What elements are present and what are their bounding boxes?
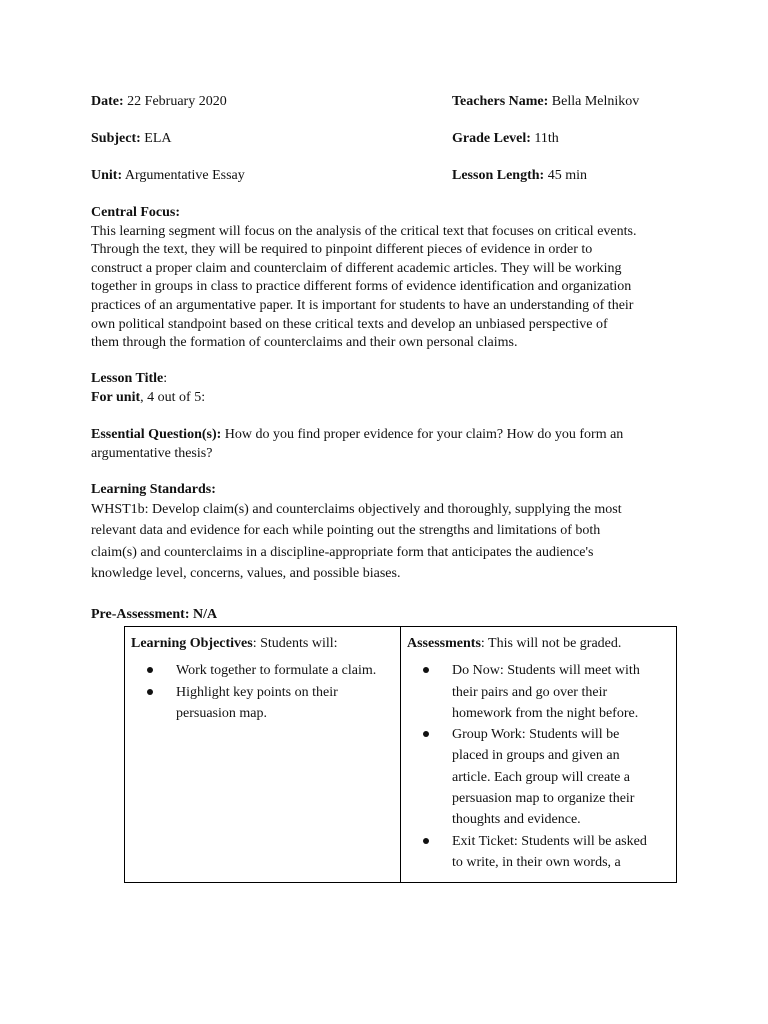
grade-value: 11th [530, 131, 559, 146]
essential-question-text-2: argumentative thesis? [91, 445, 213, 461]
teacher-value: Bella Melnikov [548, 94, 640, 109]
grade-label: Grade Level: [452, 131, 531, 146]
teacher-field [452, 94, 639, 110]
list-item: Group Work: Students will be placed in groups and given an article. Each group will create a persuasion map to organize their thoughts and evidence. [407, 724, 670, 830]
lesson-title-section [91, 370, 691, 407]
length-label: Lesson Length: [452, 168, 545, 183]
central-focus-line: them through the formation of counterclaims and their own personal claims. [91, 335, 518, 351]
for-unit-row [91, 389, 691, 408]
lesson-title-label: Lesson Title [91, 371, 164, 386]
subject-value: ELA [140, 131, 172, 146]
bullet-icon [423, 838, 429, 844]
date-row [91, 94, 708, 114]
learning-objectives-heading: Learning Objectives [131, 636, 253, 651]
learning-objectives-heading-suffix: : Students will: [252, 636, 338, 651]
length-value: 45 min [544, 168, 587, 183]
grade-field [452, 131, 559, 147]
for-unit-label: For unit [91, 389, 141, 405]
lesson-title-row [91, 370, 691, 389]
bullet-icon [423, 731, 429, 737]
central-focus-section [91, 204, 691, 353]
for-unit-value: , 4 out of 5: [140, 389, 206, 405]
central-focus-line: together in groups in class to practice different forms of evidence identification and organization [91, 279, 632, 295]
learning-standards-section [91, 481, 691, 584]
central-focus-heading: Central Focus: [91, 205, 181, 220]
assessments-heading-suffix: : This will not be graded. [480, 636, 622, 651]
length-field [452, 168, 587, 184]
list-item: Do Now: Students will meet with their pairs and go over their homework from the night before. [407, 660, 670, 724]
pre-assessment-heading: Pre-Assessment: N/A [91, 607, 218, 622]
learning-standards-line: knowledge level, concerns, values, and possible biases. [91, 565, 401, 581]
list-item: Exit Ticket: Students will be asked to write, in their own words, a [407, 831, 670, 874]
assessments-heading: Assessments [407, 636, 481, 651]
list-item: Work together to formulate a claim. [131, 660, 394, 681]
subject-label: Subject: [91, 131, 141, 146]
unit-row [91, 168, 708, 188]
central-focus-line: Through the text, they will be required to pinpoint different pieces of evidence in order to [91, 242, 593, 258]
learning-standards-line: claim(s) and counterclaims in a discipline-appropriate form that anticipates the audience's [91, 544, 594, 560]
unit-label: Unit: [91, 168, 123, 183]
assessments-list [407, 660, 670, 873]
central-focus-line: construct a proper claim and counterclaim of different academic articles. They will be working [91, 260, 622, 276]
learning-standards-heading: Learning Standards: [91, 482, 216, 497]
learning-standards-line: relevant data and evidence for each while pointing out the strengths and limitations of both [91, 523, 601, 539]
essential-question-text: How do you find proper evidence for your claim? How do you form an [221, 427, 624, 442]
learning-objectives-cell [125, 627, 401, 882]
lesson-title-suffix: : [163, 371, 168, 386]
date-value: 22 February 2020 [123, 94, 227, 109]
bullet-icon [147, 667, 153, 673]
central-focus-line: own political standpoint based on these critical texts and develop an unbiased perspective of [91, 316, 608, 332]
central-focus-line: This learning segment will focus on the analysis of the critical text that focuses on critical events. [91, 223, 637, 239]
central-focus-line: practices of an argumentative paper. It is important for students to have an understanding of their [91, 297, 634, 313]
bullet-icon [147, 689, 153, 695]
assessments-cell [401, 627, 676, 882]
objectives-assessments-table [124, 626, 677, 883]
bullet-icon [423, 667, 429, 673]
list-item: Highlight key points on their persuasion map. [131, 682, 394, 725]
teacher-label: Teachers Name: [452, 94, 549, 109]
unit-value: Argumentative Essay [122, 168, 245, 183]
learning-standards-line: WHST1b: Develop claim(s) and counterclaims objectively and thoroughly, supplying the most [91, 502, 622, 517]
essential-question-section [91, 426, 691, 463]
subject-row [91, 131, 708, 151]
learning-objectives-list [131, 660, 394, 724]
date-label: Date: [91, 94, 124, 109]
essential-question-label: Essential Question(s): [91, 427, 222, 442]
